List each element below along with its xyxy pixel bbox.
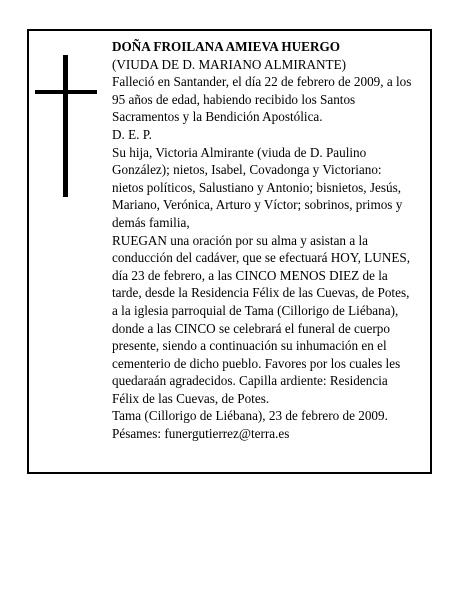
cross-icon: [35, 55, 97, 197]
condolences-line: Pésames: funergutierrez@terra.es: [112, 426, 290, 442]
rip-line: D. E. P.: [112, 126, 152, 142]
death-info: Falleció en Santander, el día 22 de febrero de 2009, a los 95 años de edad, habiendo recibido los Santos Sacramentos y la Bendición Apostólica.: [112, 74, 412, 125]
widow-of-line: (VIUDA DE D. MARIANO ALMIRANTE): [112, 56, 347, 72]
deceased-name: DOÑA FROILANA AMIEVA HUERGO: [112, 39, 341, 54]
funeral-request: RUEGAN una oración por su alma y asistan a la conducción del cadáver, que se efectuará HOY, LUNES, día 23 de febrero, a las CINCO MENOS DIEZ de la tarde, desde la Residencia Félix de las Cuevas, de Potes, a la iglesia parroquial de Tama (Cillorigo de Liébana), donde a las CINCO se celebrará el funeral de cuerpo presente, siendo a continuación su inhumación en el cementerio de dicho pueblo. Favores por los cuales les quedaraán agradecidos. Capilla ardiente: Residencia Félix de las Cuevas, de Potes.: [112, 232, 411, 406]
place-date: Tama (Cillorigo de Liébana), 23 de febrero de 2009.: [112, 408, 388, 424]
cross-vertical-bar: [63, 55, 68, 197]
notice-text: [112, 38, 412, 443]
family-list: Su hija, Victoria Almirante (viuda de D. Paulino González); nietos, Isabel, Covadonga y Victoriano: nietos políticos, Salustiano y Antonio; bisnietos, Jesús, Mariano, Verónica, Arturo y Víctor; sobrinos, primos y demás familia,: [112, 144, 403, 230]
cross-horizontal-bar: [35, 90, 97, 94]
